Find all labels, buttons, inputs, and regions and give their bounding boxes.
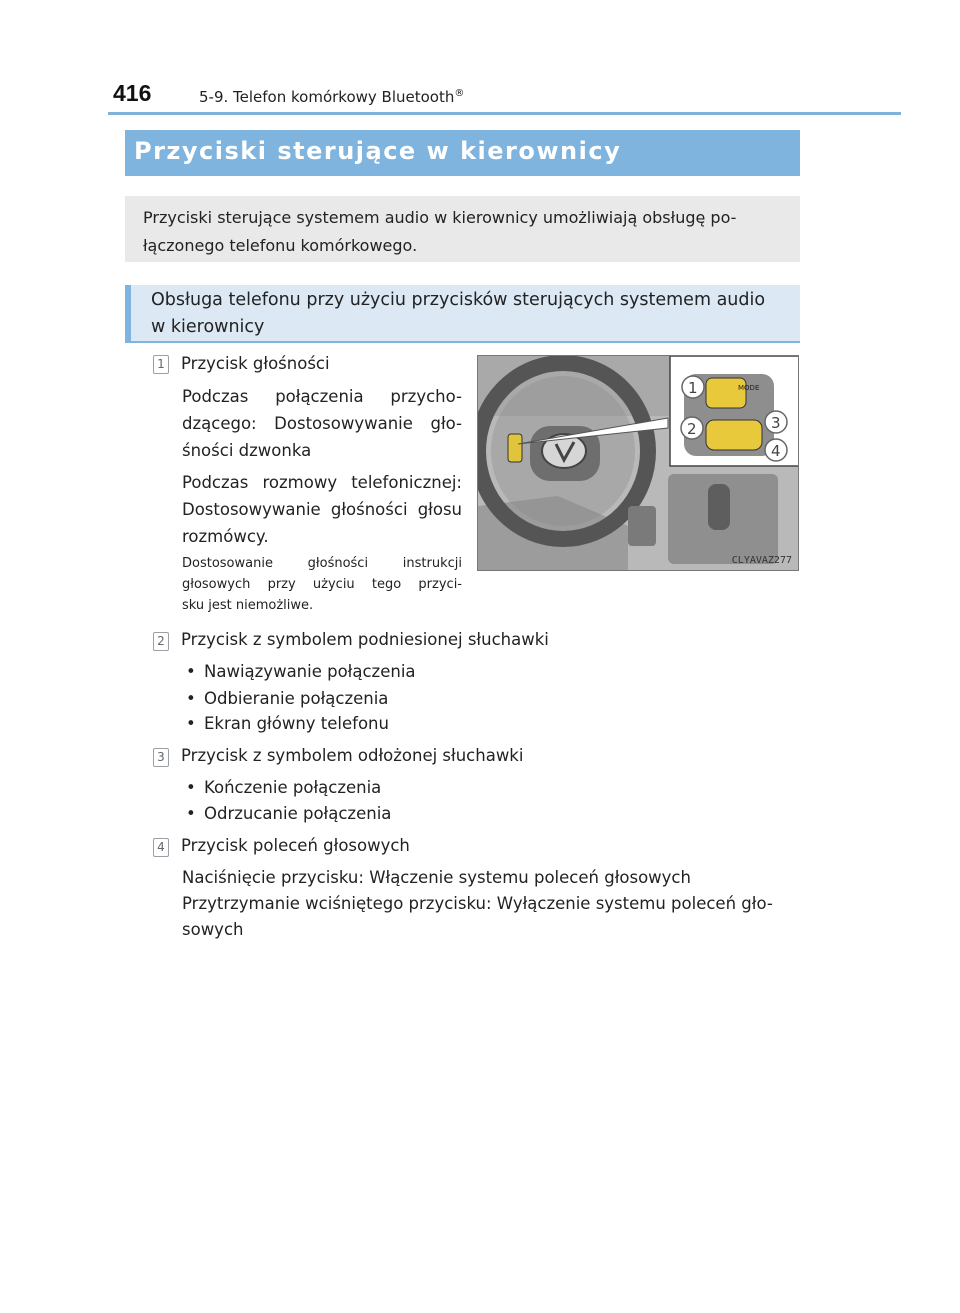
text-line: sku jest niemożliwe. xyxy=(182,598,314,613)
callout-1: 1 xyxy=(688,379,698,397)
item-2-number-icon: 2 xyxy=(153,632,169,651)
section-header xyxy=(199,88,464,106)
page-number: 416 xyxy=(113,80,152,106)
figure-code: CLYAVAZ277 xyxy=(731,555,792,566)
text-line: dzącego: Dostosowywanie gło- xyxy=(182,414,462,433)
text-line: Dostosowanie głośności instrukcji xyxy=(182,556,462,571)
item-2-bullet-3: • Ekran główny telefonu xyxy=(186,714,389,733)
item-1-number-icon: 1 xyxy=(153,355,169,374)
subheading-line-2: w kierownicy xyxy=(151,316,265,337)
title-bar xyxy=(125,130,800,176)
callout-3: 3 xyxy=(771,414,781,432)
text-line: śności dzwonka xyxy=(182,441,312,460)
intro-line-2: łączonego telefonu komórkowego. xyxy=(143,236,418,255)
item-1-paragraph-1 xyxy=(182,383,462,464)
intro-box xyxy=(125,196,800,262)
steering-wheel-illustration xyxy=(478,356,799,571)
item-3-bullet-2: • Odrzucanie połączenia xyxy=(186,804,391,823)
item-4-line-2: Przytrzymanie wciśniętego przycisku: Wyłączenie systemu poleceń gło- xyxy=(182,894,773,913)
item-2-bullet-2: • Odbieranie połączenia xyxy=(186,689,388,708)
header-rule xyxy=(108,112,901,115)
subheading-box xyxy=(125,285,800,342)
item-3-number-icon: 3 xyxy=(153,748,169,767)
item-1-note xyxy=(182,553,462,616)
text-line: Dostosowywanie głośności głosu xyxy=(182,500,462,519)
mode-button-label: MODE xyxy=(738,384,760,392)
item-4-line-1: Naciśnięcie przycisku: Włączenie systemu poleceń głosowych xyxy=(182,868,691,887)
section-title: 5-9. Telefon komórkowy Bluetooth xyxy=(199,88,455,106)
item-2-bullet-1: • Nawiązywanie połączenia xyxy=(186,662,416,681)
subheading-line-1: Obsługa telefonu przy użyciu przycisków sterujących systemem audio xyxy=(151,289,766,310)
text-line: Podczas rozmowy telefonicznej: xyxy=(182,473,462,492)
item-2-title: Przycisk z symbolem podniesionej słuchawki xyxy=(181,630,549,649)
text-line: rozmówcy. xyxy=(182,527,269,546)
subheading-rule xyxy=(125,341,800,343)
item-4-line-3: sowych xyxy=(182,920,244,939)
intro-line-1: Przyciski sterujące systemem audio w kierownicy umożliwiają obsługę po- xyxy=(143,208,737,227)
text-line: głosowych przy użyciu tego przyci- xyxy=(182,577,462,592)
callout-2: 2 xyxy=(687,420,697,438)
item-4-title: Przycisk poleceń głosowych xyxy=(181,836,410,855)
item-3-title: Przycisk z symbolem odłożonej słuchawki xyxy=(181,746,524,765)
text-line: Podczas połączenia przycho- xyxy=(182,387,462,406)
page-title: Przyciski sterujące w kierownicy xyxy=(134,137,622,165)
callout-4: 4 xyxy=(771,442,781,460)
item-4-number-icon: 4 xyxy=(153,838,169,857)
steering-wheel-figure xyxy=(477,355,799,571)
item-1-paragraph-2 xyxy=(182,469,462,550)
item-1-title: Przycisk głośności xyxy=(181,354,330,373)
item-3-bullet-1: • Kończenie połączenia xyxy=(186,778,381,797)
registered-mark: ® xyxy=(454,88,465,99)
